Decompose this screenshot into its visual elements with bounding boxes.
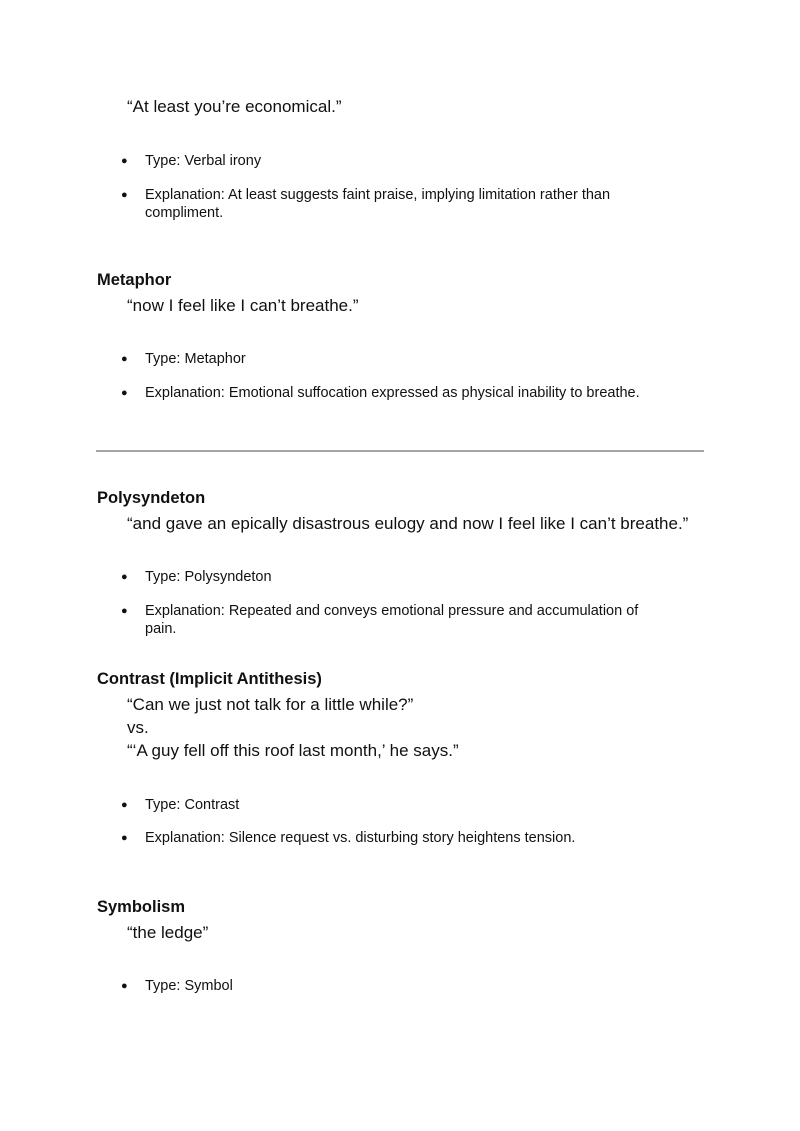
type-text: Type: Polysyndeton: [145, 569, 272, 585]
list-item-type: [121, 568, 641, 586]
list-item-type: [121, 796, 641, 814]
quote-symbolism: “the ledge”: [127, 923, 209, 942]
bullet-icon: ●: [121, 799, 128, 811]
explanation-text: Explanation: At least suggests faint praise, implying limitation rather than compliment.: [145, 187, 611, 221]
bullet-icon: ●: [121, 387, 128, 399]
quote-polysyndeton: “and gave an epically disastrous eulogy and now I feel like I can’t breathe.”: [127, 514, 689, 533]
heading-polysyndeton: Polysyndeton: [97, 489, 206, 507]
list-item-type: [121, 977, 641, 995]
list-item-type: [121, 350, 641, 368]
list-item-type: [121, 152, 641, 170]
bullet-icon: ●: [121, 353, 128, 365]
list-item-explanation: [121, 384, 641, 402]
bullet-icon: ●: [121, 832, 128, 844]
type-text: Type: Metaphor: [145, 351, 246, 367]
list-item-explanation: [121, 829, 641, 847]
list-item-explanation: [121, 186, 641, 222]
bullet-icon: ●: [121, 571, 128, 583]
bullet-icon: ●: [121, 980, 128, 992]
bullet-icon: ●: [121, 189, 128, 201]
bullet-icon: ●: [121, 605, 128, 617]
type-text: Type: Contrast: [145, 797, 240, 813]
explanation-text: Explanation: Silence request vs. disturbing story heightens tension.: [145, 830, 576, 846]
type-text: Type: Verbal irony: [145, 153, 262, 169]
quote-line: vs.: [127, 718, 149, 737]
type-text: Type: Symbol: [145, 978, 233, 994]
list-item-explanation: [121, 602, 641, 638]
heading-symbolism: Symbolism: [97, 898, 186, 916]
quote-verbal-irony: “At least you’re economical.”: [127, 97, 342, 116]
quote-metaphor: “now I feel like I can’t breathe.”: [127, 296, 359, 315]
bullet-icon: ●: [121, 155, 128, 167]
explanation-text: Explanation: Emotional suffocation expressed as physical inability to breathe.: [145, 385, 640, 401]
heading-contrast: Contrast (Implicit Antithesis): [97, 670, 322, 688]
quote-line: “‘A guy fell off this roof last month,’ he says.”: [127, 741, 459, 760]
explanation-text: Explanation: Repeated and conveys emotional pressure and accumulation of pain.: [145, 603, 639, 637]
heading-metaphor: Metaphor: [97, 271, 172, 289]
quote-line: “Can we just not talk for a little while?”: [127, 695, 414, 714]
horizontal-divider: [96, 450, 704, 452]
